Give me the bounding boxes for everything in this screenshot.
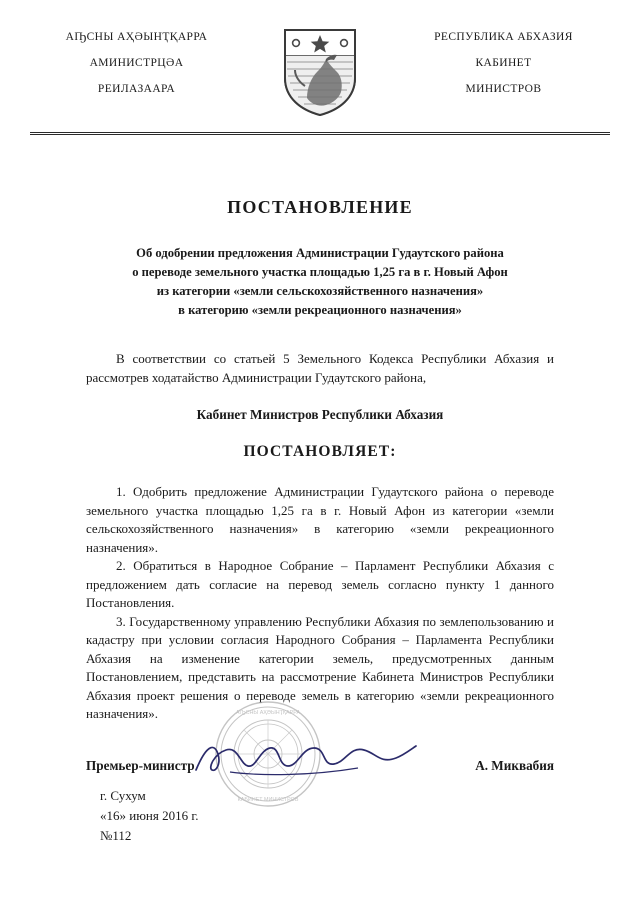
coat-of-arms-icon	[274, 24, 366, 118]
letterhead	[0, 0, 640, 118]
resolves-heading: ПОСТАНОВЛЯЕТ:	[243, 443, 397, 460]
header-divider	[30, 132, 610, 135]
letterhead-left-abkhaz	[34, 24, 239, 102]
resolution-item: 3. Государственному управлению Республики Абхазия по землепользованию и кадастру при условии согласия Народного Собрания – Парламента Республики Абхазия на изменение категории земель, предусмотренных данным Постановлением, представить на рассмотрение Кабинета Министров Республики Абхазия проект решения о переводе земель в категорию «земли рекреационного назначения».	[86, 613, 554, 721]
signature-position: Премьер-министр	[86, 757, 195, 773]
subtitle-line-4: в категорию «земли рекреационного назначения»	[178, 303, 462, 317]
resolution-item: 2. Обратиться в Народное Собрание – Парламент Республики Абхазия с предложением дать согласие на перевод земель согласно пункту 1 данного Постановления.	[86, 558, 554, 610]
subtitle-line-3: из категории «земли сельскохозяйственного назначения»	[156, 284, 484, 298]
letterhead-right-line-2: КАБИНЕТ	[475, 57, 532, 69]
document-body	[0, 197, 640, 724]
svg-text:КАБИНЕТ МИНИСТРОВ: КАБИНЕТ МИНИСТРОВ	[237, 797, 299, 803]
subtitle-line-1: Об одобрении предложения Администрации Гудаутского района	[136, 246, 504, 260]
letterhead-left-line-1: АҦСНЫ АҲӘЫНҬҚАРРА	[65, 31, 208, 43]
letterhead-right-line-1: РЕСПУБЛИКА АБХАЗИЯ	[434, 31, 573, 43]
letterhead-left-line-2: АМИНИСТРЦӘА	[89, 57, 184, 69]
document-title: ПОСТАНОВЛЕНИЕ	[227, 197, 413, 217]
handwritten-signature	[190, 736, 420, 780]
signature-name: А. Миквабия	[475, 757, 554, 773]
footer-date: «16» июня 2016 г.	[100, 807, 199, 823]
footer-city: г. Сухум	[100, 787, 146, 803]
svg-text:АҦСНЫ АҲӘЫНҬҚАРРА: АҦСНЫ АҲӘЫНҬҚАРРА	[235, 710, 301, 716]
document-footer	[0, 786, 640, 846]
resolution-items	[86, 483, 554, 724]
signature-row	[0, 758, 640, 774]
letterhead-right-russian	[401, 24, 606, 102]
resolution-item: 1. Одобрить предложение Администрации Гудаутского района о переводе земельного участка площадью 1,25 га в г. Новый Афон из категории «земли сельскохозяйственного назначения» в категорию «земли рекреационного назначения».	[86, 484, 554, 555]
cabinet-line: Кабинет Министров Республики Абхазия	[196, 407, 444, 422]
letterhead-left-line-3: РЕИЛАЗААРА	[97, 83, 176, 95]
letterhead-right-line-3: МИНИСТРОВ	[465, 83, 542, 95]
footer-number: №112	[100, 827, 132, 843]
document-subtitle	[86, 244, 554, 320]
subtitle-line-2: о переводе земельного участка площадью 1,25 га в г. Новый Афон	[132, 265, 508, 279]
preamble-paragraph: В соответствии со статьей 5 Земельного Кодекса Республики Абхазия и рассмотрев ходатайство Администрации Гудаутского района,	[86, 351, 554, 385]
